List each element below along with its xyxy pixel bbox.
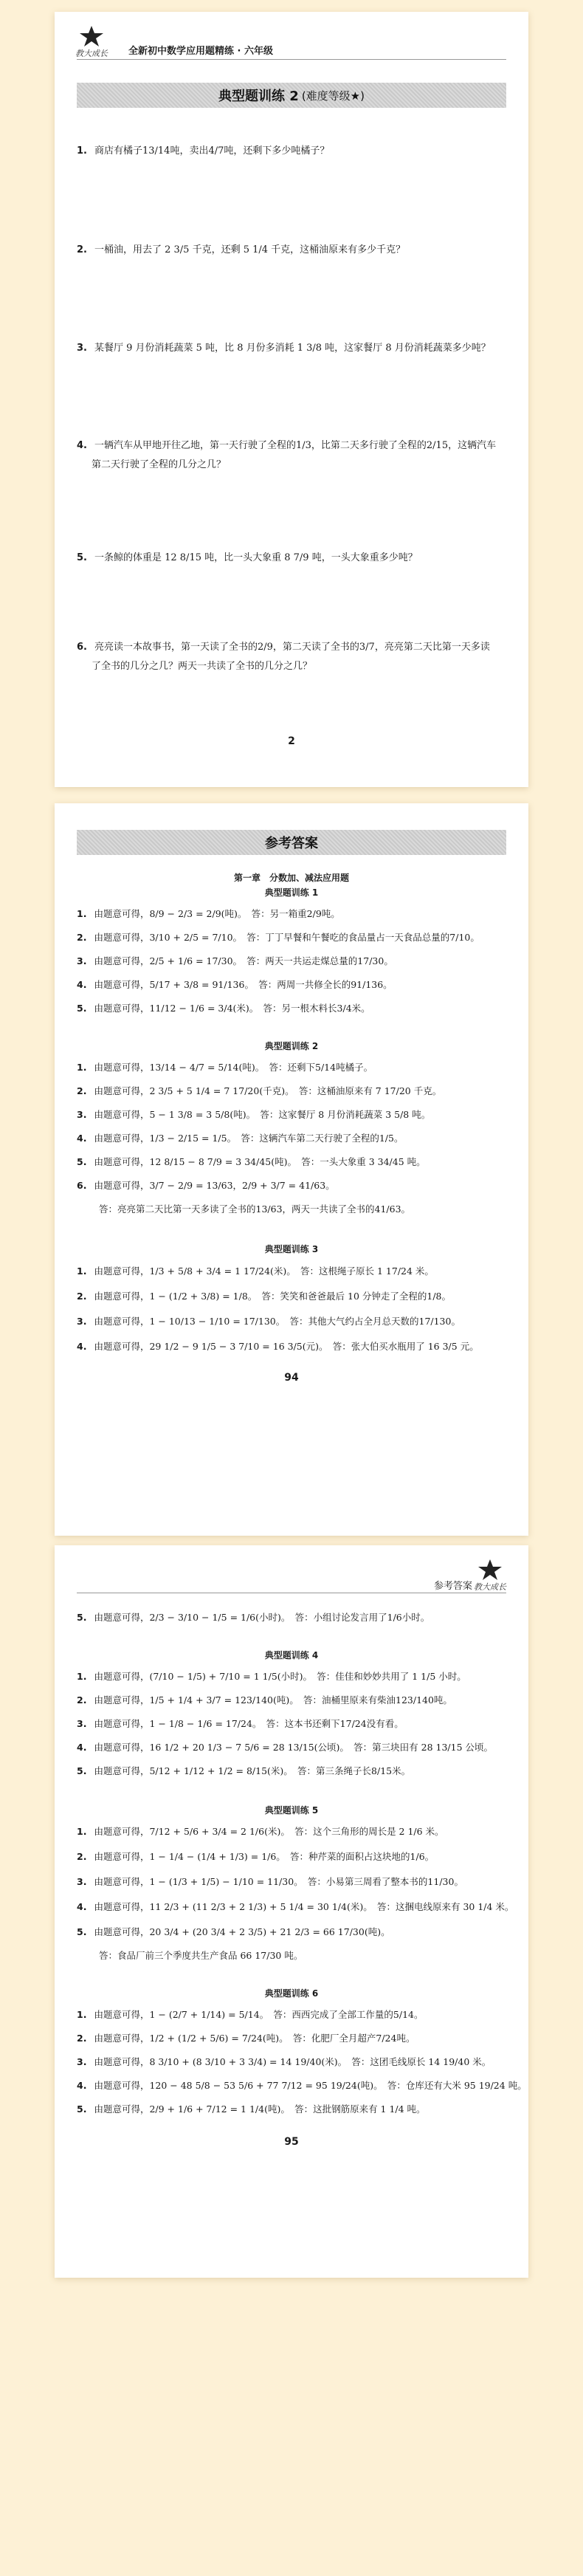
- answer-line: [77, 1001, 511, 1016]
- answer-continuation: 答：亮亮第二天比第一天多读了全书的13/63，两天一共读了全书的41/63。: [99, 1203, 411, 1215]
- question-text: 一桶油，用去了 2 3/5 千克，还剩 5 1/4 千克，这桶油原来有多少千克？: [94, 244, 406, 255]
- answer-line: [77, 1610, 511, 1625]
- difficulty-label: (难度等级★): [301, 89, 365, 103]
- star-logo-icon: [477, 1559, 503, 1581]
- answer-number: 4.: [77, 979, 87, 990]
- answer-line: [77, 930, 511, 945]
- answer-line: [77, 1060, 511, 1075]
- question-text: 一辆汽车从甲地开往乙地，第一天行驶了全程的1/3，比第二天多行驶了全程的2/15，这辆汽车: [94, 440, 497, 451]
- question-text: 一条鲸的体重是 12 8/15 吨，比一头大象重 8 7/9 吨，一头大象重多少吨？: [94, 552, 418, 563]
- question-text: 某餐厅 9 月份消耗蔬菜 5 吨，比 8 月份多消耗 1 3/8 吨，这家餐厅 8 月份消耗蔬菜多少吨？: [94, 343, 491, 354]
- answer-text: 由题意可得，5/17 + 3/8 = 91/136。 答：两周一共修全长的91/136。: [94, 979, 393, 990]
- answer-line: [77, 978, 511, 992]
- answer-line: [77, 1875, 511, 1889]
- answer-line: [77, 1717, 511, 1731]
- question-number: 5.: [77, 552, 87, 563]
- answer-line: [77, 1339, 511, 1354]
- question-text: 商店有橘子13/14吨，卖出4/7吨，还剩下多少吨橘子？: [94, 145, 330, 157]
- answer-number: 3.: [77, 1109, 87, 1120]
- answer-number: 2.: [77, 1085, 87, 1096]
- question-number: 2.: [77, 244, 87, 255]
- answer-number: 5.: [77, 1156, 87, 1167]
- answer-text: 由题意可得，3/10 + 2/5 = 7/10。 答：丁丁早餐和午餐吃的食品量占一天食品总量的7/10。: [94, 932, 480, 943]
- question-item: [77, 549, 506, 568]
- answer-text: 由题意可得，8 3/10 + (8 3/10 + 3 3/4) = 14 19/40(米)。 答：这团毛线原长 14 19/40 米。: [94, 2056, 491, 2067]
- question-item: [77, 638, 506, 676]
- section-heading: 典型题训练 3: [264, 1244, 319, 1254]
- answer-number: 1.: [77, 1826, 87, 1837]
- answer-text: 由题意可得，5/12 + 1/12 + 1/2 = 8/15(米)。 答：第三条绳子长8/15米。: [94, 1765, 411, 1776]
- answer-continuation: 答：食品厂前三个季度共生产食品 66 17/30 吨。: [99, 1950, 303, 1961]
- answer-text: 由题意可得，20 3/4 + (20 3/4 + 2 3/5) + 21 2/3 = 66 17/30(吨)。: [94, 1926, 390, 1937]
- answer-number: 3.: [77, 1876, 87, 1887]
- section-heading: 典型题训练 1: [264, 887, 319, 898]
- publisher-logo: [75, 25, 108, 59]
- answer-number: 2.: [77, 1851, 87, 1862]
- answer-number: 4.: [77, 1133, 87, 1144]
- answer-line: [77, 954, 511, 969]
- page-number: 2: [288, 735, 295, 747]
- answer-text: 由题意可得，3/7 − 2/9 = 13/63，2/9 + 3/7 = 41/63。: [94, 1180, 335, 1191]
- answer-text: 由题意可得，7/12 + 5/6 + 3/4 = 2 1/6(米)。 答：这个三角形的周长是 2 1/6 米。: [94, 1826, 444, 1837]
- answer-text: 由题意可得，1 − (1/2 + 3/8) = 1/8。 答：笑笑和爸爸最后 10 分钟走了全程的1/8。: [94, 1291, 451, 1302]
- answer-line: [77, 2031, 511, 2046]
- answer-line: [77, 2078, 527, 2093]
- header-divider: [77, 59, 506, 60]
- answer-number: 3.: [77, 2056, 87, 2067]
- answer-text: 由题意可得，2/5 + 1/6 = 17/30。 答：两天一共运走煤总量的17/30。: [94, 955, 393, 966]
- answer-line: [77, 907, 511, 921]
- logo-text: 教大成长: [474, 1582, 506, 1592]
- answer-number: 4.: [77, 2080, 87, 2091]
- answer-title-bar: [77, 830, 506, 855]
- section-title-bar: [77, 83, 506, 108]
- answer-number: 4.: [77, 1901, 87, 1912]
- answer-page: [55, 803, 528, 1536]
- answer-number: 4.: [77, 1742, 87, 1753]
- answer-text: 由题意可得，11 2/3 + (11 2/3 + 2 1/3) + 5 1/4 = 30 1/4(米)。 答：这捆电线原来有 30 1/4 米。: [94, 1901, 514, 1912]
- question-item: [77, 436, 506, 475]
- answer-number: 5.: [77, 1003, 87, 1014]
- answer-number: 1.: [77, 908, 87, 919]
- question-text: 亮亮读一本故事书，第一天读了全书的2/9，第二天读了全书的3/7，亮亮第二天比第一天多读: [94, 642, 490, 653]
- page-number: 94: [284, 1372, 299, 1384]
- question-number: 6.: [77, 642, 87, 653]
- answer-text: 由题意可得，120 − 48 5/8 − 53 5/6 + 77 7/12 = 95 19/24(吨)。 答：仓库还有大米 95 19/24 吨。: [94, 2080, 527, 2091]
- exercise-page: [55, 12, 528, 787]
- section-heading: 典型题训练 2: [264, 1041, 319, 1051]
- answer-text: 由题意可得，1/3 + 5/8 + 3/4 = 1 17/24(米)。 答：这根绳子原长 1 17/24 米。: [94, 1265, 434, 1277]
- answer-line: [77, 1107, 511, 1122]
- answer-line: [77, 1084, 511, 1099]
- answer-line: [77, 1849, 511, 1864]
- answer-line: [77, 1178, 511, 1193]
- answer-line: [77, 2055, 511, 2070]
- answer-number: 5.: [77, 1612, 87, 1623]
- answer-number: 3.: [77, 955, 87, 966]
- answer-line: [77, 1264, 511, 1279]
- answer-number: 5.: [77, 1765, 87, 1776]
- answer-number: 1.: [77, 2009, 87, 2020]
- question-number: 1.: [77, 145, 87, 157]
- answer-line: [77, 1693, 511, 1708]
- answer-number: 6.: [77, 1180, 87, 1191]
- answer-number: 3.: [77, 1718, 87, 1729]
- answer-line: [77, 1314, 511, 1329]
- answer-number: 3.: [77, 1316, 87, 1327]
- answer-number: 5.: [77, 1926, 87, 1937]
- question-text-line2: 第二天行驶了全程的几分之几？: [92, 459, 227, 470]
- answer-text: 由题意可得，5 − 1 3/8 = 3 5/8(吨)。 答：这家餐厅 8 月份消耗蔬菜 3 5/8 吨。: [94, 1109, 431, 1120]
- running-header: 参考答案: [433, 1581, 472, 1592]
- answer-text: 由题意可得，1 − (2/7 + 1/14) = 5/14。 答：西西完成了全部工作量的5/14。: [94, 2009, 424, 2020]
- answer-page: [55, 1545, 528, 2278]
- answer-number: 5.: [77, 2103, 87, 2115]
- answer-text: 由题意可得，13/14 − 4/7 = 5/14(吨)。 答：还剩下5/14吨橘子。: [94, 1062, 373, 1073]
- answer-title: 参考答案: [265, 836, 318, 851]
- answer-line: [77, 2007, 511, 2022]
- answer-line: [77, 1824, 511, 1839]
- section-heading: 典型题训练 6: [264, 1988, 319, 1999]
- answer-text: 由题意可得，2/9 + 1/6 + 7/12 = 1 1/4(吨)。 答：这批钢筋原来有 1 1/4 吨。: [94, 2103, 426, 2115]
- answer-text: 由题意可得，8/9 − 2/3 = 2/9(吨)。 答：另一箱重2/9吨。: [94, 908, 340, 919]
- page-number: 95: [284, 2136, 299, 2148]
- answer-text: 由题意可得，16 1/2 + 20 1/3 − 7 5/6 = 28 13/15(公顷)。 答：第三块田有 28 13/15 公顷。: [94, 1742, 494, 1753]
- answer-line: [77, 1900, 514, 1914]
- answer-line: [77, 2102, 511, 2117]
- question-item: [77, 142, 506, 161]
- answer-line: [77, 1155, 511, 1169]
- answer-number: 1.: [77, 1062, 87, 1073]
- question-number: 4.: [77, 440, 87, 451]
- question-item: [77, 339, 506, 358]
- answer-line: [77, 1669, 511, 1684]
- answer-text: 由题意可得，1 − 1/8 − 1/6 = 17/24。 答：这本书还剩下17/24没有看。: [94, 1718, 404, 1729]
- answer-number: 2.: [77, 1694, 87, 1706]
- answer-text: 由题意可得，1 − 10/13 − 1/10 = 17/130。 答：其他大气约占全月总天数的17/130。: [94, 1316, 460, 1327]
- answer-line: [77, 1289, 511, 1304]
- answer-line: [77, 1131, 511, 1146]
- answer-text: 由题意可得，1 − 1/4 − (1/4 + 1/3) = 1/6。 答：种芹菜的面积占这块地的1/6。: [94, 1851, 435, 1862]
- answer-line: [77, 1740, 511, 1755]
- answer-text: 由题意可得，12 8/15 − 8 7/9 = 3 34/45(吨)。 答：一头大象重 3 34/45 吨。: [94, 1156, 426, 1167]
- publisher-logo: [474, 1559, 506, 1593]
- answer-number: 2.: [77, 2033, 87, 2044]
- answer-number: 1.: [77, 1671, 87, 1682]
- answer-text: 由题意可得，11/12 − 1/6 = 3/4(米)。 答：另一根木料长3/4米。: [94, 1003, 370, 1014]
- answer-number: 1.: [77, 1265, 87, 1277]
- answer-text: 由题意可得，1/2 + (1/2 + 5/6) = 7/24(吨)。 答：化肥厂全月超产7/24吨。: [94, 2033, 415, 2044]
- answer-text: 由题意可得，1 − (1/3 + 1/5) − 1/10 = 11/30。 答：小易第三周看了整本书的11/30。: [94, 1876, 463, 1887]
- section-heading: 典型题训练 5: [264, 1805, 319, 1816]
- section-title: 典型题训练 2: [218, 89, 299, 104]
- answer-text: 由题意可得，2/3 − 3/10 − 1/5 = 1/6(小时)。 答：小组讨论发言用了1/6小时。: [94, 1612, 430, 1623]
- answer-text: 由题意可得，1/3 − 2/15 = 1/5。 答：这辆汽车第二天行驶了全程的1/5。: [94, 1133, 404, 1144]
- logo-text: 教大成长: [75, 49, 108, 58]
- answer-line: [77, 1764, 511, 1779]
- question-text-line2: 了全书的几分之几？两天一共读了全书的几分之几？: [92, 661, 313, 672]
- question-item: [77, 241, 506, 260]
- answer-text: 由题意可得，(7/10 − 1/5) + 7/10 = 1 1/5(小时)。 答：佳佳和妙妙共用了 1 1/5 小时。: [94, 1671, 466, 1682]
- answer-text: 由题意可得，29 1/2 − 9 1/5 − 3 7/10 = 16 3/5(元)。 答：张大伯买水瓶用了 16 3/5 元。: [94, 1341, 479, 1352]
- question-number: 3.: [77, 343, 87, 354]
- answer-number: 4.: [77, 1341, 87, 1352]
- section-heading: 典型题训练 4: [264, 1650, 319, 1660]
- chapter-heading: 第一章 分数加、减法应用题: [233, 873, 349, 883]
- answer-text: 由题意可得，2 3/5 + 5 1/4 = 7 17/20(千克)。 答：这桶油原来有 7 17/20 千克。: [94, 1085, 442, 1096]
- answer-line: [77, 1925, 511, 1940]
- answer-number: 2.: [77, 1291, 87, 1302]
- series-title: 全新初中数学应用题精练 · 六年级: [128, 46, 273, 57]
- answer-text: 由题意可得，1/5 + 1/4 + 3/7 = 123/140(吨)。 答：油桶里原来有柴油123/140吨。: [94, 1694, 452, 1706]
- star-logo-icon: [79, 25, 104, 47]
- answer-number: 2.: [77, 932, 87, 943]
